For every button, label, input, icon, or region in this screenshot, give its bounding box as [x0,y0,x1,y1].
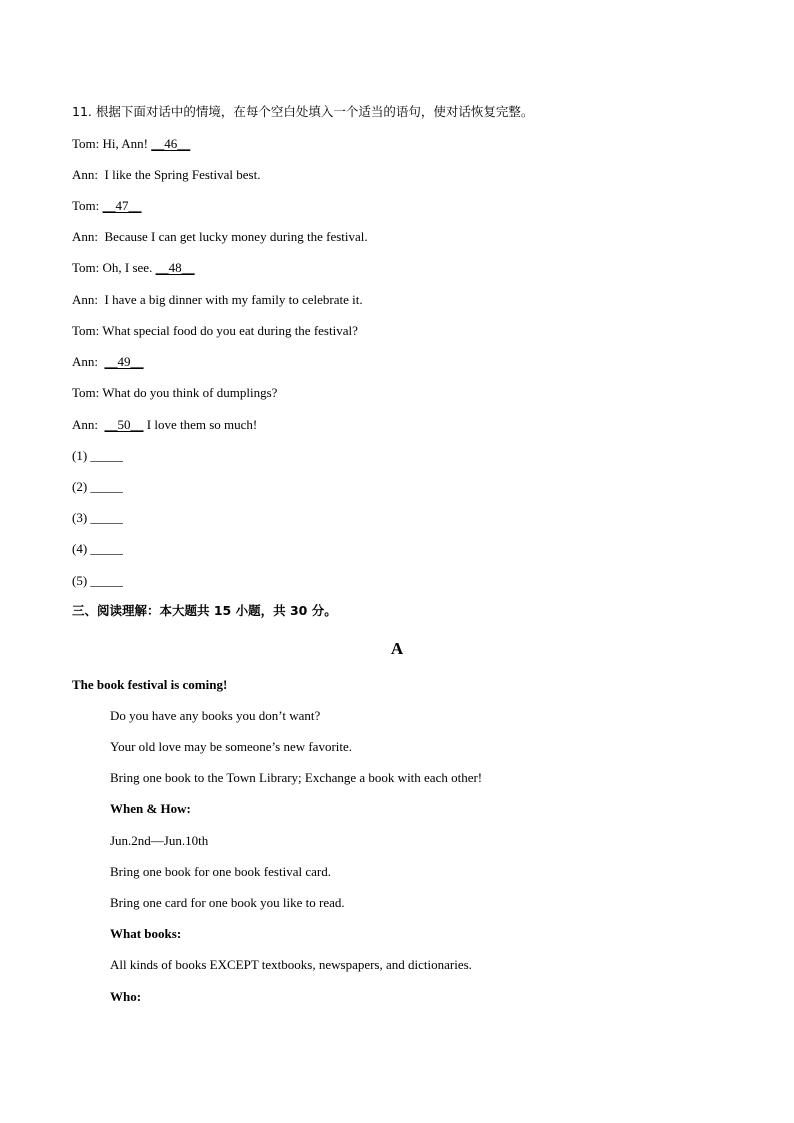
passage-line-1: Do you have any books you don’t want? [110,708,321,723]
answer-line-2: (2) _____ [72,479,123,494]
dialogue-line-3 [72,198,142,214]
speaker: Ann: [72,417,98,432]
speaker: Tom: [72,136,100,151]
subheading-who: Who: [110,989,142,1004]
subheading-what-books: What books: [110,926,182,941]
dialogue-line-9 [72,385,277,401]
passage-title: The book festival is coming! [72,677,228,692]
passage-line-3: Bring one book to the Town Library; Exchange a book with each other! [110,770,483,785]
dialogue-text: Because I can get lucky money during the festival. [98,229,368,244]
answer-line-3: (3) _____ [72,510,123,525]
passage-line-dates: Jun.2nd—Jun.10th [110,833,209,848]
speaker: Ann: [72,167,98,182]
blank-47: __47__ [102,198,142,213]
dialogue-line-1 [72,136,190,152]
question-title: 11. 根据下面对话中的情境，在每个空白处填入一个适当的语句，使对话恢复完整。 [72,104,534,119]
dialogue-line-7 [72,323,358,339]
dialogue-line-8 [72,354,144,370]
speaker: Ann: [72,229,98,244]
answer-line-5: (5) _____ [72,573,123,588]
subheading-when-how: When & How: [110,801,191,816]
blank-49: __49__ [104,354,144,369]
dialogue-line-6 [72,292,363,308]
blank-46: __46__ [151,136,191,151]
dialogue-line-10 [72,417,257,433]
speaker: Tom: [72,385,100,400]
dialogue-text: What special food do you eat during the festival? [99,323,358,338]
dialogue-text: Hi, Ann! [99,136,152,151]
dialogue-line-2 [72,167,260,183]
dialogue-line-5 [72,260,195,276]
dialogue-text-after: I love them so much! [143,417,258,432]
passage-line-2: Your old love may be someone’s new favorite. [110,739,353,754]
dialogue-line-4 [72,229,368,245]
speaker: Tom: [72,260,100,275]
passage-line-7: Bring one card for one book you like to read. [110,895,345,910]
section-heading: 三、阅读理解：本大题共 15 小题，共 30 分。 [72,603,337,618]
dialogue-text: What do you think of dumplings? [99,385,278,400]
blank-50: __50__ [104,417,144,432]
speaker: Ann: [72,292,98,307]
dialogue-text: I like the Spring Festival best. [98,167,261,182]
passage-line-6: Bring one book for one book festival card. [110,864,331,879]
speaker: Ann: [72,354,98,369]
speaker: Tom: [72,323,100,338]
dialogue-text: Oh, I see. [99,260,156,275]
answer-line-4: (4) _____ [72,541,123,556]
passage-line-9: All kinds of books EXCEPT textbooks, newspapers, and dictionaries. [110,957,472,972]
passage-letter: A [390,639,404,658]
answer-line-1: (1) _____ [72,448,123,463]
blank-48: __48__ [155,260,195,275]
dialogue-text: I have a big dinner with my family to celebrate it. [98,292,363,307]
speaker: Tom: [72,198,100,213]
